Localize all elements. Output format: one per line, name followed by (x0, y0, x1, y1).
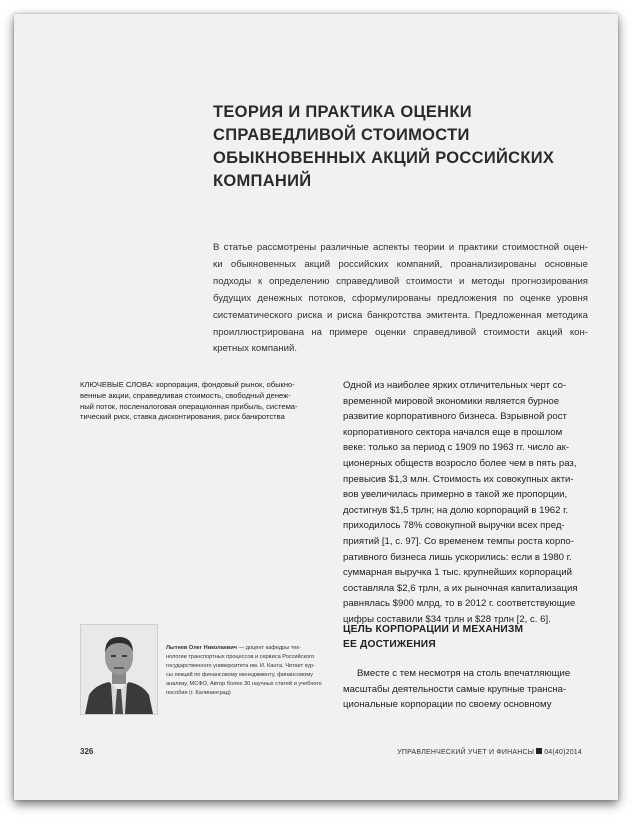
body-line: ративного бизнеса лишь ускорились: если в 1980 г. (343, 551, 572, 563)
title-line: СПРАВЕДЛИВОЙ СТОИМОСТИ (213, 126, 470, 144)
journal-footer (397, 748, 582, 756)
author-portrait-icon (81, 625, 157, 714)
abstract-line: подходы к определению справедливой стоимости и методы прогнозирования (213, 275, 588, 287)
author-bio-line: нологии транспортных процессов и сервиса Российского (166, 653, 315, 660)
body-line: превысив $1,3 млн. Стоимость их совокупных акти- (343, 473, 574, 485)
body-line: составляла $2,6 трлн, а их рыночная капитализация (343, 582, 578, 594)
author-bio-line: государственного университета им. И. Канта. Читает кур- (166, 662, 315, 669)
keywords-block (80, 380, 318, 423)
issue-number: 04(40)2014 (544, 749, 582, 756)
body-line: временной мировой экономики является бурное (343, 395, 560, 407)
body-line: циональные корпорации по своему основному (343, 699, 552, 711)
author-bio-line (166, 644, 331, 653)
body-line: суммарная выручка 1 тыс. крупнейших корпораций (343, 567, 573, 579)
abstract-line: систематического риска и риска банкротства эмитента. Предложенная методика (213, 309, 588, 321)
body-line: Одной из наиболее ярких отличительных черт со- (343, 380, 567, 391)
body-line: масштабы деятельности самые крупные трансна- (343, 683, 567, 695)
body-line: цифры составили $34 трлн и $28 трлн [2, с. 6]. (343, 613, 551, 625)
body-line: приходилось 78% совокупной выручки всех пред- (343, 520, 565, 532)
abstract-line: ки обыкновенных акций российских компаний, проанализированы основные (213, 258, 588, 270)
abstract-line: будущих денежных потоков, сформулированы предложения по оценке уровня (213, 292, 588, 304)
square-bullet-icon (536, 748, 542, 754)
abstract-line: кретных компаний. (213, 343, 298, 355)
journal-name: УПРАВЛЕНЧЕСКИЙ УЧЕТ И ФИНАНСЫ (397, 749, 535, 756)
section-heading (343, 623, 523, 652)
body-line: приятий [1, с. 97]. Со временем темпы роста корпо- (343, 535, 574, 547)
body-line: ционерных обществ возросло более чем в пять раз, (343, 457, 577, 469)
heading-line: ЕЕ ДОСТИЖЕНИЯ (343, 638, 436, 650)
body-line: корпоративного сектора начался еще в прошлом (343, 426, 563, 438)
keywords-line: венные акции, справедливая стоимость, свободный денеж- (80, 390, 291, 400)
keywords-line: КЛЮЧЕВЫЕ СЛОВА: корпорация, фондовый рынок, обыкно- (80, 380, 295, 389)
keywords-line: тический риск, ставка дисконтирования, риск банкротства (80, 412, 285, 422)
title-line: ТЕОРИЯ И ПРАКТИКА ОЦЕНКИ (213, 103, 472, 121)
heading-line: ЦЕЛЬ КОРПОРАЦИИ И МЕХАНИЗМ (343, 624, 524, 635)
author-name: Лытнев Олег Николаевич (166, 645, 238, 651)
abstract-line: проиллюстрирована на примере оценки справедливой стоимости акций кон- (213, 326, 588, 338)
author-photo (80, 624, 158, 715)
abstract (213, 240, 588, 358)
article-title (213, 101, 573, 193)
title-line: ОБЫКНОВЕННЫХ АКЦИЙ РОССИЙСКИХ (213, 149, 555, 167)
page-number: 326 (80, 747, 94, 756)
journal-page (14, 14, 618, 800)
author-bio-line: пособия (г. Калининград) (166, 689, 231, 696)
abstract-line: В статье рассмотрены различные аспекты теории и практики стоимостной оцен- (213, 242, 588, 253)
keywords-line: ный поток, посленалоговая операционная прибыль, системa- (80, 401, 298, 411)
author-bio-line: анализу, МСФО. Автор более 30 научных статей и учебного (166, 680, 322, 687)
body-line: вов увеличилась примерно в такой же пропорции, (343, 489, 568, 501)
body-line: достигнув $1,5 трлн; на долю корпораций в 1962 г. (343, 504, 569, 516)
author-bio-line: сы лекций по финансовому менеджменту, финансовому (166, 671, 313, 678)
title-line: КОМПАНИЙ (213, 172, 312, 190)
body-text (343, 378, 593, 628)
section-body-text (343, 666, 593, 713)
body-line: веке: только за период с 1909 по 1963 гг. число ак- (343, 442, 570, 454)
author-bio (166, 644, 331, 697)
body-line: равнялась $900 млрд, то в 2012 г. соответствующие (343, 598, 576, 610)
body-line: Вместе с тем несмотря на столь впечатляющие (357, 668, 571, 679)
body-line: развитие корпоративного бизнеса. Взрывной рост (343, 411, 567, 423)
author-bio-first-line: — доцент кафедры тех- (237, 645, 301, 651)
